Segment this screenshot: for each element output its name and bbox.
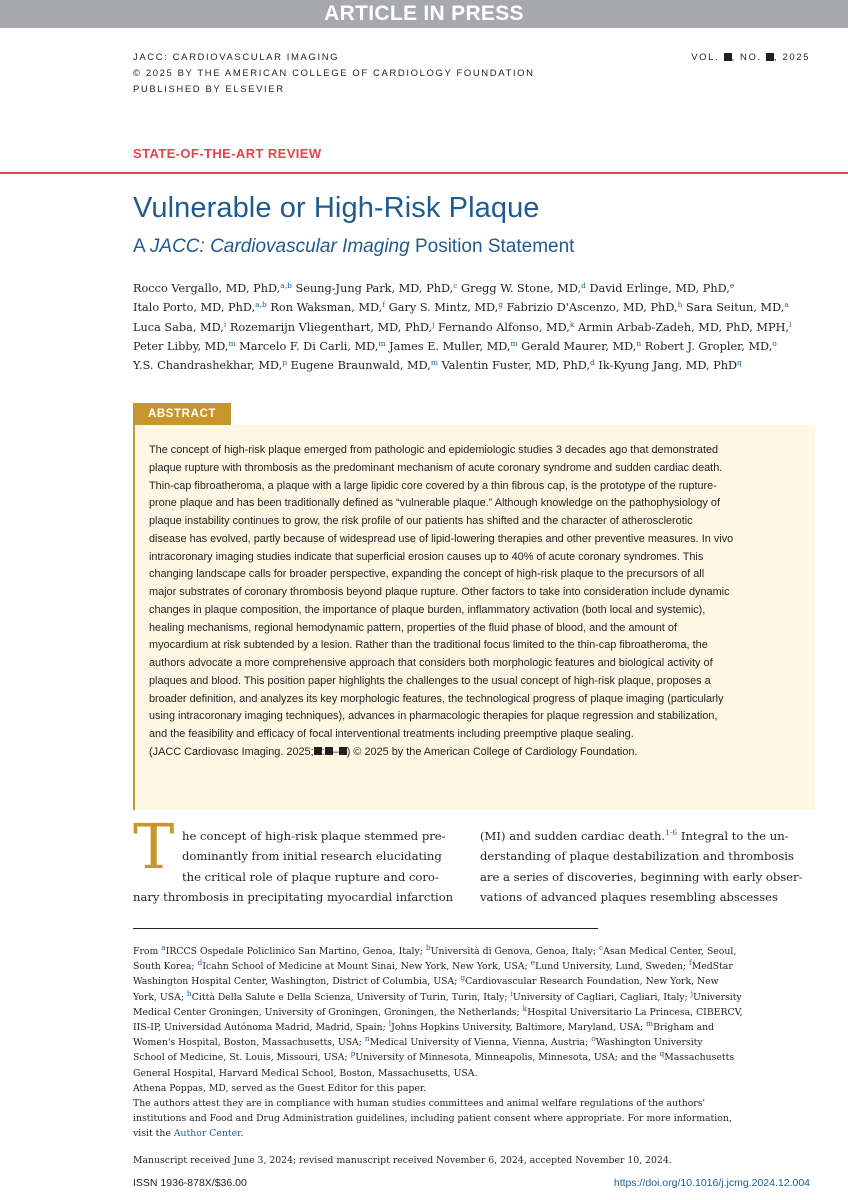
affiliation-line xyxy=(133,1066,815,1081)
affiliation-marker: f xyxy=(688,958,692,968)
affiliation-marker: e xyxy=(530,958,536,968)
abstract-line: using intracoronary imaging techniques), advances in pharmacologic therapies for plaque regression and stabilization, xyxy=(149,710,718,723)
affiliation-marker: m xyxy=(646,1019,654,1029)
author-name: Ron Waksman, MD, xyxy=(266,301,383,315)
author-name: James E. Muller, MD, xyxy=(385,339,511,353)
attest-pre: visit the xyxy=(133,1128,174,1140)
author-name: Italo Porto, MD, PhD, xyxy=(133,301,256,315)
affiliation-text: Hospital Universitario La Princesa, CIBERCV, xyxy=(527,1006,743,1018)
attest-line-3 xyxy=(133,1126,815,1141)
affiliation-marker[interactable]: m xyxy=(510,338,518,348)
abstract-line: and the feasibility and efficacy of focal interventional treatments including preemptive plaque sealing. xyxy=(149,728,634,740)
guest-editor-note: Athena Poppas, MD, served as the Guest Editor for this paper. xyxy=(133,1082,427,1094)
author-name: Y.S. Chandrashekhar, MD, xyxy=(133,359,283,373)
body-line: the critical role of plaque rupture and coro- xyxy=(182,869,439,884)
citation-colon: : xyxy=(321,745,325,758)
author-name: Rozemarijn Vliegenthart, MD, PhD, xyxy=(226,320,433,334)
affiliation-text: Lund University, Lund, Sweden; xyxy=(535,961,689,973)
body-line: he concept of high-risk plaque stemmed pre- xyxy=(182,829,446,843)
author-name: David Erlinge, MD, PhD, xyxy=(585,282,730,295)
affiliation-text: South Korea; xyxy=(133,961,198,973)
affiliation-marker[interactable]: q xyxy=(737,358,742,368)
author-name: Fabrizio D'Ascenzo, MD, PhD, xyxy=(503,301,678,315)
affiliation-line xyxy=(133,944,815,959)
affiliation-text: From xyxy=(133,946,162,957)
affiliation-marker[interactable]: p xyxy=(282,358,287,368)
affiliation-marker[interactable]: k xyxy=(569,319,575,329)
body-column-left xyxy=(133,826,463,908)
footnote-divider xyxy=(133,928,598,929)
author-name: Gerald Maurer, MD, xyxy=(517,339,637,353)
citation-post: ) © 2025 by the American College of Cardiology Foundation. xyxy=(346,745,638,758)
author-name: Seung-Jung Park, MD, PhD, xyxy=(291,282,454,295)
affiliation-marker: k xyxy=(522,1003,528,1013)
affiliation-marker: h xyxy=(186,988,192,998)
author-line xyxy=(133,318,823,337)
abstract-text xyxy=(149,442,799,744)
body-line xyxy=(480,826,815,846)
affiliation-text: Massachusetts xyxy=(664,1052,735,1064)
abstract-line: major substrates of coronary thrombosis beyond plaque rupture. Other factors to take into consideration include dynamic xyxy=(149,586,730,598)
article-in-press-banner: ARTICLE IN PRESS xyxy=(0,0,848,28)
affiliation-text: IRCCS Ospedale Policlinico San Martino, Genoa, Italy; xyxy=(165,946,426,957)
author-name: Rocco Vergallo, MD, PhD, xyxy=(133,282,281,295)
affiliation-marker[interactable]: i xyxy=(223,319,227,329)
publisher-line: PUBLISHED BY ELSEVIER xyxy=(133,84,285,95)
affiliation-text: Medical Center Groningen, University of Groningen, Groningen, the Netherlands; xyxy=(133,1006,523,1018)
placeholder-square-icon xyxy=(325,747,333,755)
journal-name: JACC: CARDIOVASCULAR IMAGING xyxy=(133,52,340,63)
placeholder-square-icon xyxy=(339,747,347,755)
attest-line-2: institutions and Food and Drug Administration guidelines, including patient consent where appropriate. For more information, xyxy=(133,1113,732,1125)
reference-link[interactable]: 1-6 xyxy=(665,828,678,837)
affiliation-text: Asan Medical Center, Seoul, xyxy=(603,946,737,957)
subtitle-post: Position Statement xyxy=(409,236,575,257)
affiliation-marker[interactable]: j xyxy=(432,319,435,329)
affiliation-marker[interactable]: a,b xyxy=(255,300,267,310)
affiliation-text: General Hospital, Harvard Medical School, Boston, Massachusetts, USA. xyxy=(133,1067,478,1079)
affiliation-marker[interactable]: o xyxy=(772,338,777,348)
affiliation-text: MedStar xyxy=(691,961,733,973)
year-suffix: , 2025 xyxy=(773,52,810,63)
body-text: Integral to the un- xyxy=(677,829,789,843)
affiliation-marker[interactable]: a,b xyxy=(280,281,292,290)
abstract-line: authors advocate a more comprehensive approach that considers both morphologic features and biological activity of xyxy=(149,657,713,669)
affiliation-text: Washington Hospital Center, Washington, District of Columbia, USA; xyxy=(133,976,461,988)
author-name: Armin Arbab-Zadeh, MD, PhD, MPH, xyxy=(574,320,790,334)
affiliation-marker[interactable]: a xyxy=(784,300,789,310)
vol-prefix: VOL. xyxy=(691,52,720,63)
affiliation-line xyxy=(133,1035,815,1050)
affiliation-text: Brigham and xyxy=(653,1022,715,1034)
attest-post: . xyxy=(240,1128,244,1140)
no-prefix: , NO. xyxy=(731,52,762,63)
affiliation-line xyxy=(133,959,815,974)
abstract-line: The concept of high-risk plaque emerged from pathologic and epidemiologic studies 3 decades ago that demonstrated xyxy=(149,444,719,456)
affiliation-text: School of Medicine, St. Louis, Missouri, USA; xyxy=(133,1052,351,1064)
affiliation-text: Washington University xyxy=(595,1037,703,1049)
volume-issue xyxy=(691,52,810,63)
placeholder-square-icon xyxy=(766,53,774,61)
affiliation-line xyxy=(133,990,815,1005)
author-name: Gregg W. Stone, MD, xyxy=(457,282,582,295)
abstract-box xyxy=(133,425,815,810)
abstract-line: Thin-cap fibroatheroma, a plaque with a large lipidic core covered by a thin fibrous cap, is the prototype of the rupture- xyxy=(149,479,717,492)
affiliation-marker: p xyxy=(350,1049,356,1059)
abstract-line: disease has evolved, partly because of widespread use of lipid-lowering therapies and other preventive measures. In vivo xyxy=(149,532,734,545)
abstract-label: ABSTRACT xyxy=(133,403,231,425)
affiliation-marker[interactable]: m xyxy=(430,358,438,368)
abstract-line: prone plaque and has been traditionally defined as “vulnerable plaque.” Although knowledge on the pathophysiology of xyxy=(149,497,720,510)
body-line: nary thrombosis in precipitating myocardial infarction xyxy=(133,890,454,905)
drop-cap: T xyxy=(133,810,175,883)
affiliation-marker[interactable]: m xyxy=(228,338,236,348)
affiliation-marker: b xyxy=(425,943,431,952)
abstract-line: plaques and blood. This position paper highlights the challenges to the usual concept of high-risk plaque, proposes a xyxy=(149,674,711,687)
affiliation-text: Medical University of Vienna, Vienna, Austria; xyxy=(369,1037,592,1049)
affiliation-line xyxy=(133,1005,815,1020)
affiliation-text: York, USA; xyxy=(133,991,187,1003)
affiliations xyxy=(133,944,815,1081)
section-divider xyxy=(0,172,848,174)
citation-pre: (JACC Cardiovasc Imaging. 2025; xyxy=(149,745,314,758)
abstract-line: intracoronary imaging studies indicate that superficial erosion causes up to 40% of acute coronary syndromes. This xyxy=(149,550,704,563)
affiliation-marker: n xyxy=(364,1034,370,1044)
affiliation-marker: c xyxy=(598,943,604,952)
abstract-line: plaque instability continues to grow, the risk profile of our patients has shifted and the character of atherosclerotic xyxy=(149,515,693,527)
abstract-line: plaque rupture with thrombosis as the predominant mechanism of acute coronary syndrome and sudden cardiac death. xyxy=(149,461,723,474)
abstract-line: healing mechanisms, regional hemodynamic pattern, properties of the fluid phase of blood, and the amount of xyxy=(149,621,677,634)
author-name: Peter Libby, MD, xyxy=(133,339,229,353)
author-list xyxy=(133,279,823,375)
affiliation-marker: a xyxy=(161,943,166,952)
author-name: Valentin Fuster, MD, PhD, xyxy=(437,359,590,373)
affiliation-line xyxy=(133,974,815,989)
affiliation-marker: d xyxy=(197,958,203,968)
body-column-right xyxy=(480,826,815,908)
affiliation-marker[interactable]: e xyxy=(729,281,735,290)
attest-line-1: The authors attest they are in compliance with human studies committees and animal welfare regulations of the authors' xyxy=(133,1098,706,1110)
author-name: Ik-Kyung Jang, MD, PhD xyxy=(594,359,738,373)
affiliation-text: Women's Hospital, Boston, Massachusetts, USA; xyxy=(133,1037,365,1049)
affiliation-marker[interactable]: c xyxy=(453,281,458,290)
abstract-line: changing landscape calls for broader perspective, expanding the concept of high-risk plaque to the precursors of all xyxy=(149,568,705,581)
doi-link[interactable]: https://doi.org/10.1016/j.jcmg.2024.12.004 xyxy=(613,1177,810,1189)
author-name: Marcelo F. Di Carli, MD, xyxy=(235,339,379,353)
affiliation-text: Università di Genova, Genoa, Italy; xyxy=(430,946,599,957)
author-name: Fernando Alfonso, MD, xyxy=(434,320,570,334)
affiliation-marker: l xyxy=(388,1019,392,1029)
issn: ISSN 1936-878X/$36.00 xyxy=(133,1177,247,1189)
affiliation-marker[interactable]: f xyxy=(382,300,386,310)
body-line: vations of advanced plaques resembling abscesses xyxy=(480,890,778,905)
affiliation-text: University of Cagliari, Cagliari, Italy; xyxy=(512,991,691,1003)
footnotes xyxy=(133,944,815,1142)
author-line xyxy=(133,279,823,298)
manuscript-dates: Manuscript received June 3, 2024; revised manuscript received November 6, 2024, accepted November 10, 2024. xyxy=(133,1155,672,1166)
section-label: STATE-OF-THE-ART REVIEW xyxy=(133,146,322,161)
author-line xyxy=(133,298,823,317)
subtitle-pre: A xyxy=(133,236,150,257)
abstract-citation xyxy=(149,744,799,762)
affiliation-text: Johns Hopkins University, Baltimore, Maryland, USA; xyxy=(391,1022,646,1034)
author-line xyxy=(133,337,823,356)
affiliation-marker: j xyxy=(690,988,694,998)
body-line: derstanding of plaque destabilization and thrombosis xyxy=(480,849,794,864)
author-name: Gary S. Mintz, MD, xyxy=(385,301,499,315)
affiliation-text: Cardiovascular Research Foundation, New York, New xyxy=(465,976,719,988)
affiliation-marker[interactable]: m xyxy=(378,338,386,348)
author-line xyxy=(133,356,823,375)
affiliation-marker[interactable]: g xyxy=(498,300,504,310)
affiliation-text: IIS-IP, Universidad Autónoma Madrid, Madrid, Spain; xyxy=(133,1022,389,1034)
author-name: Sara Seitun, MD, xyxy=(682,301,785,315)
article-title: Vulnerable or High-Risk Plaque xyxy=(133,192,540,224)
citation-dash: – xyxy=(332,745,339,758)
copyright-line: © 2025 BY THE AMERICAN COLLEGE OF CARDIOLOGY FOUNDATION xyxy=(133,68,535,79)
affiliation-marker: o xyxy=(591,1034,596,1044)
author-center-link[interactable]: Author Center xyxy=(173,1128,241,1140)
author-name: Eugene Braunwald, MD, xyxy=(287,359,431,373)
placeholder-square-icon xyxy=(724,53,732,61)
affiliation-marker: i xyxy=(510,988,513,998)
affiliation-marker[interactable]: h xyxy=(677,300,683,310)
affiliation-marker: q xyxy=(659,1049,665,1059)
affiliation-marker[interactable]: d xyxy=(590,358,595,368)
affiliation-marker[interactable]: d xyxy=(581,281,586,290)
body-col2-rest xyxy=(480,846,815,907)
body-line: dominantly from initial research elucidating xyxy=(182,849,442,864)
body-text: (MI) and sudden cardiac death. xyxy=(480,829,666,843)
author-name: Luca Saba, MD, xyxy=(133,320,224,334)
affiliation-text: University of Minnesota, Minneapolis, Minnesota, USA; and the xyxy=(355,1052,660,1064)
abstract-line: changes in plaque composition, the importance of plaque burden, inflammatory activation (both local and systemic), xyxy=(149,603,706,616)
abstract-line: broader definition, and analyzes its key morphologic features, the technological progress of plaque imaging (particularly xyxy=(149,692,724,705)
placeholder-square-icon xyxy=(314,747,322,755)
affiliation-text: Città Della Salute e Della Scienza, University of Turin, Turin, Italy; xyxy=(191,991,511,1003)
article-subtitle xyxy=(133,236,574,258)
author-name: Robert J. Gropler, MD, xyxy=(641,339,773,353)
affiliation-line xyxy=(133,1020,815,1035)
affiliation-line xyxy=(133,1050,815,1065)
body-line: are a series of discoveries, beginning with early obser- xyxy=(480,869,803,884)
affiliation-marker[interactable]: n xyxy=(636,338,642,348)
subtitle-journal: JACC: Cardiovascular Imaging xyxy=(149,236,410,257)
affiliation-marker[interactable]: l xyxy=(789,319,792,329)
affiliation-marker: g xyxy=(460,973,466,983)
affiliation-text: Icahn School of Medicine at Mount Sinai, New York, New York, USA; xyxy=(202,961,531,973)
affiliation-text: University xyxy=(693,991,742,1003)
abstract-line: myocardium at risk subtended by a lesion. Rather than the traditional focus limited to the thin-cap fibroatheroma, the xyxy=(149,639,708,652)
